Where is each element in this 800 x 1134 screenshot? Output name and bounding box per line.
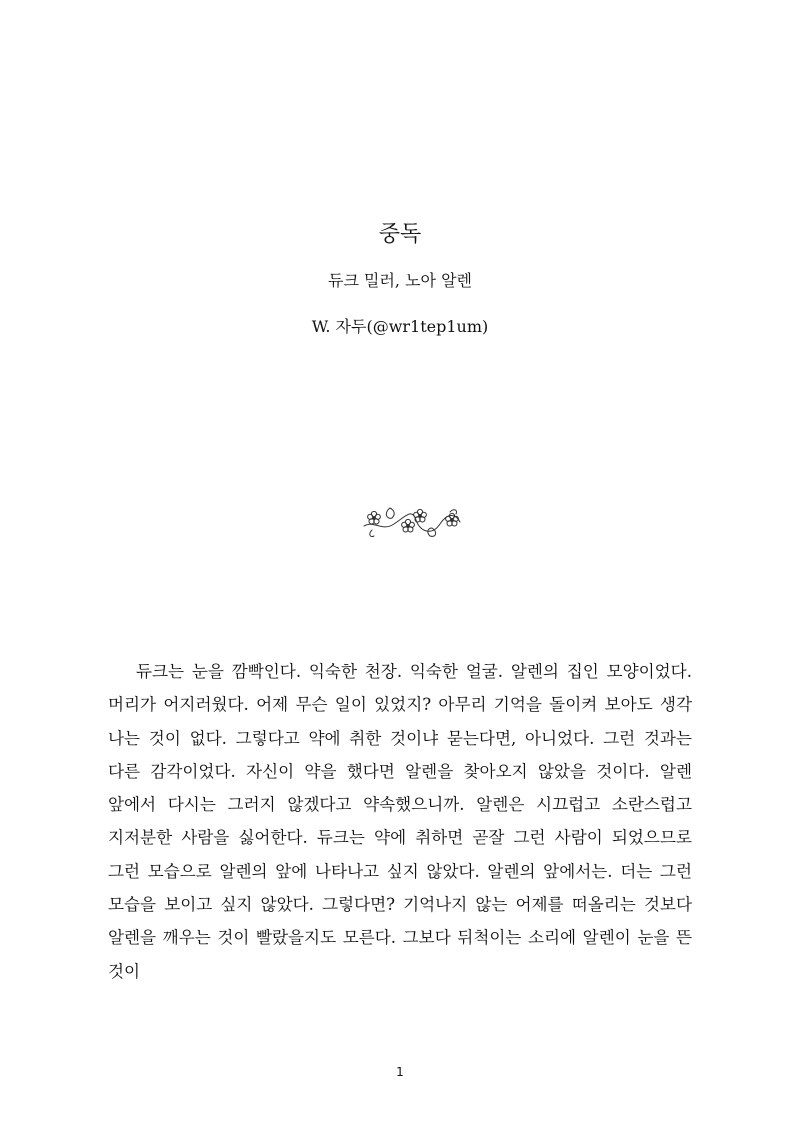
- document-title: 중독: [378, 222, 422, 247]
- document-subtitle: 듀크 밀러, 노아 알렌: [328, 271, 472, 290]
- page-number: 1: [396, 1065, 404, 1079]
- document-author: W. 자두(@wr1tep1um): [311, 317, 489, 336]
- floral-divider-icon: [360, 500, 464, 540]
- body-paragraph: 듀크는 눈을 깜빡인다. 익숙한 천장. 익숙한 얼굴. 알렌의 집인 모양이었다. 머리가 어지러웠다. 어제 무슨 일이 있었지? 아무리 기억을 돌이켜 보아도 생각 나는 것이 없다. 그렇다고 약에 취한 것이냐 묻는다면, 아니었다. 그런 것과는 다른 감각이었다. 자신이 약을 했다면 알렌을 찾아오지 않았을 것이다. 알렌 앞에서 다시는 그러지 않겠다고 약속했으니까. 알렌은 시끄럽고 소란스럽고 지저분한 사람을 싫어한다. 듀크는 약에 취하면 곧잘 그런 사람이 되었으므로 그런 모습으로 알렌의 앞에 나타나고 싶지 않았다. 알렌의 앞에서는. 더는 그런 모습을 보이고 싶지 않았다. 그렇다면? 기억나지 않는 어제를 떠올리는 것보다 알렌을 깨우는 것이 빨랐을지도 모른다. 그보다 뒤척이는 소리에 알렌이 눈을 뜬 것이: [108, 662, 692, 981]
